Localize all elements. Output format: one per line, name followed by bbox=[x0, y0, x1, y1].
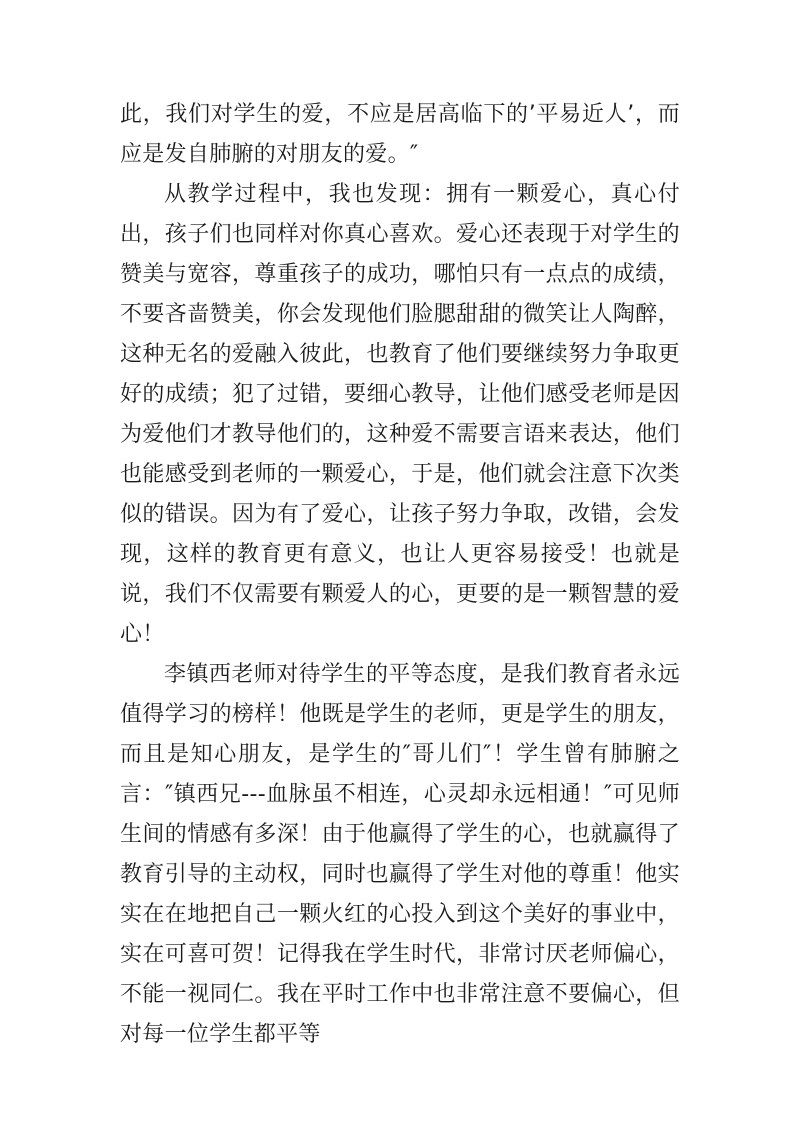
paragraph-3: 李镇西老师对待学生的平等态度，是我们教育者永远值得学习的榜样！他既是学生的老师，更是学生的朋友，而且是知心朋友，是学生的″哥儿们″！学生曾有肺腑之言：″镇西兄---血脉虽不相连，心灵却永远相通！″可见师生间的情感有多深！由于他赢得了学生的心，也就赢得了教育引导的主动权，同时也赢得了学生对他的尊重！他实实在在地把自己一颗火红的心投入到这个美好的事业中，实在可喜可贺！记得我在学生时代，非常讨厌老师偏心，不能一视同仁。我在平时工作中也非常注意不要偏心，但对每一位学生都平等 bbox=[120, 662, 680, 1047]
paragraph-1: 此，我们对学生的爱，不应是居高临下的’平易近人’，而应是发自肺腑的对朋友的爱。″ bbox=[120, 102, 680, 167]
paragraph-2: 从教学过程中，我也发现：拥有一颗爱心，真心付出，孩子们也同样对你真心喜欢。爱心还表现于对学生的赞美与宽容，尊重孩子的成功，哪怕只有一点点的成绩，不要吝啬赞美，你会发现他们脸腮甜甜的微笑让人陶醉，这种无名的爱融入彼此，也教育了他们要继续努力争取更好的成绩；犯了过错，要细心教导，让他们感受老师是因为爱他们才教导他们的，这种爱不需要言语来表达，他们也能感受到老师的一颗爱心，于是，他们就会注意下次类似的错误。因为有了爱心，让孩子努力争取，改错，会发现，这样的教育更有意义，也让人更容易接受！也就是说，我们不仅需要有颗爱人的心，更要的是一颗智慧的爱心！ bbox=[120, 182, 680, 647]
document-body bbox=[120, 95, 680, 1055]
